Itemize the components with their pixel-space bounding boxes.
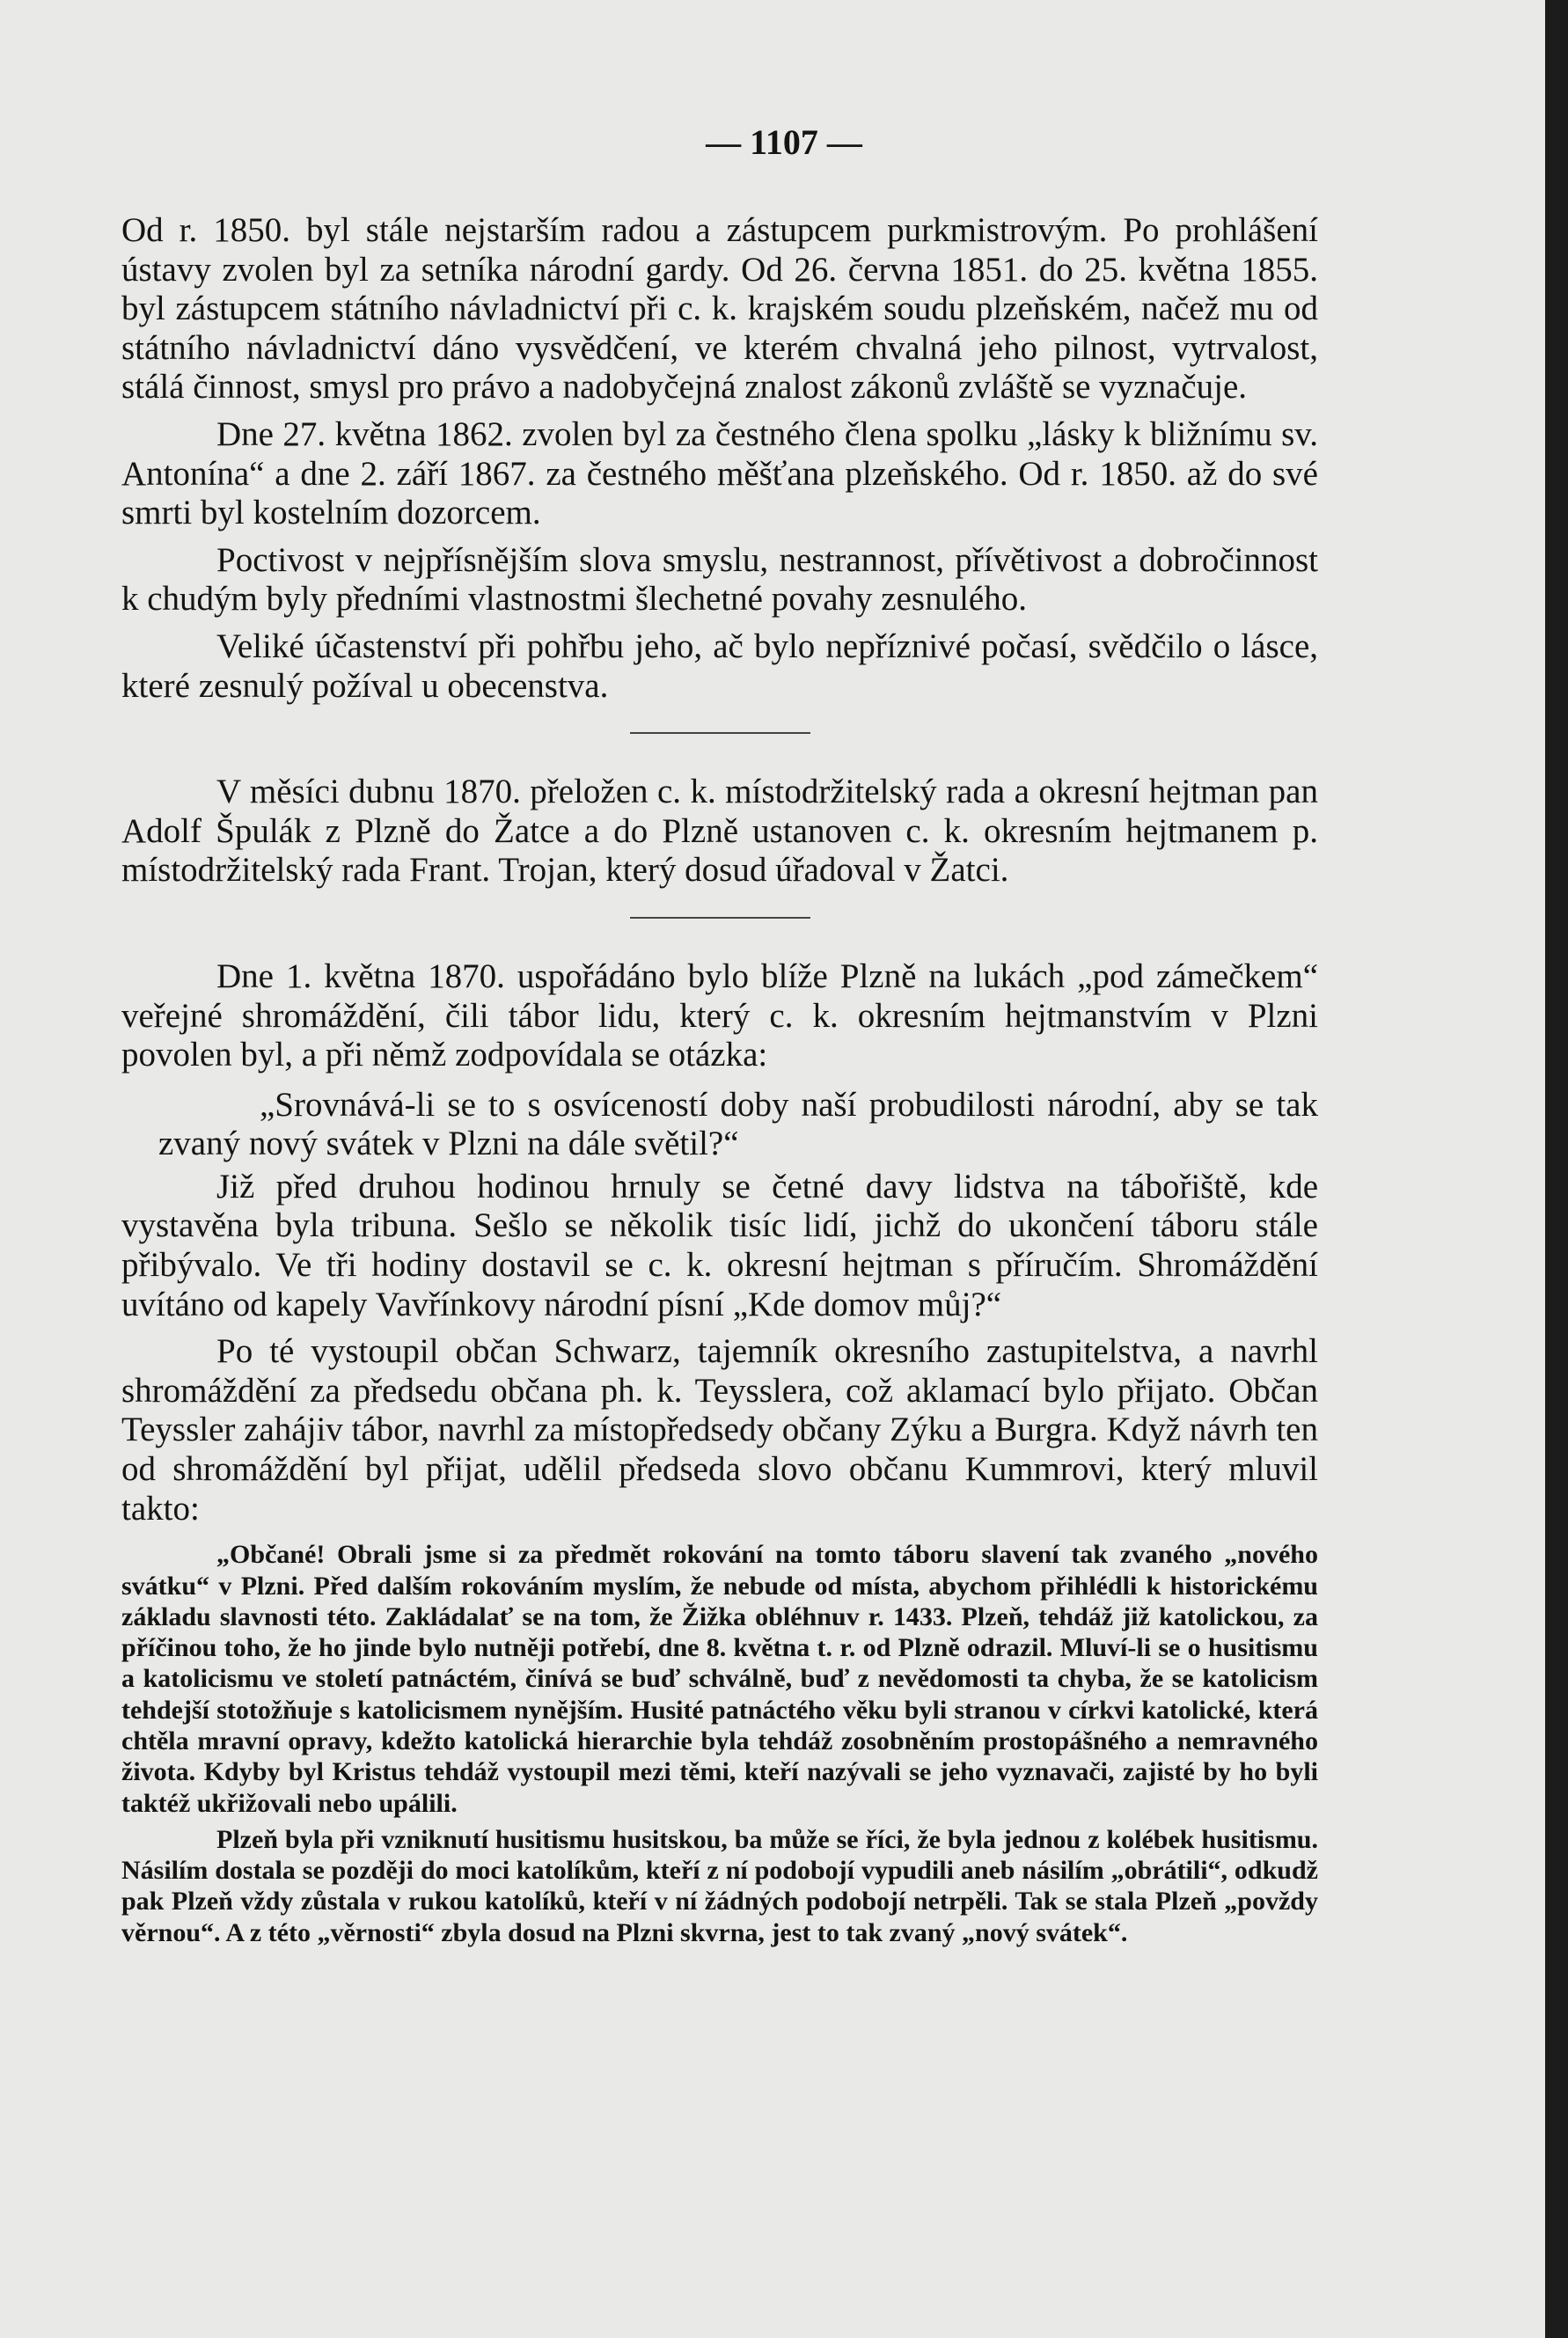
assembly-paragraph-2: Již před druhou hodinou hrnuly se četné davy lidstva na tábořiště, kde vystavěna byla tribuna. Sešlo se několik tisíc lidí, jichž do ukončení táboru stále přibývalo. Ve tři hodiny dostavil se c. k. okresní hejtman s příručím. Shromáždění uvítáno od kapely Vavřínkovy národní písní „Kde domov můj?“ bbox=[121, 1167, 1318, 1323]
obituary-paragraph-4: Veliké účastenství při pohřbu jeho, ač bylo nepříznivé počasí, svědčilo o lásce, které zesnulý požíval u obecenstva. bbox=[121, 627, 1318, 705]
scan-edge bbox=[1545, 0, 1568, 2338]
assembly-paragraph-3: Po té vystoupil občan Schwarz, tajemník okresního zastupitelstva, a navrhl shromáždění za předsedu občana ph. k. Teysslera, což aklamací bylo přijato. Občan Teyssler zahájiv tábor, navrhl za místopředsedy občany Zýku a Burgra. Když návrh ten od shromáždění byl přijat, udělil předseda slovo občanu Kummrovi, který mluvil takto: bbox=[121, 1332, 1318, 1528]
speech-block bbox=[121, 1539, 1318, 1948]
section-divider bbox=[630, 917, 810, 919]
assembly-paragraph-1: Dne 1. května 1870. uspořádáno bylo blíže Plzně na lukách „pod zámečkem“ veřejné shromáždění, čili tábor lidu, který c. k. okresním hejtmanstvím v Plzni povolen byl, a při němž zodpovídala se otázka: bbox=[121, 956, 1318, 1074]
obituary-paragraph-2: Dne 27. května 1862. zvolen byl za čestného člena spolku „lásky k bližnímu sv. Antonína“ a dne 2. září 1867. za čestného měšťana plzeňského. Od r. 1850. až do své smrti byl kostelním dozorcem. bbox=[121, 414, 1318, 532]
assembly-question-quote: „Srovnává-li se to s osvíceností doby naší probudilosti národní, aby se tak zvaný nový svátek v Plzni na dále světil?“ bbox=[158, 1085, 1318, 1163]
obituary-section bbox=[121, 211, 1318, 706]
speech-paragraph-1: „Občané! Obrali jsme si za předmět rokování na tomto táboru slavení tak zvaného „nového svátku“ v Plzni. Před dalším rokováním myslím, že nebude od místa, abychom přihlédli k historickému základu slavnosti této. Zakládalať se na tom, že Žižka obléhnuv r. 1433. Plzeň, tehdáž již katolickou, za příčinou toho, že ho jinde bylo nutněji potřebí, dne 8. května t. r. od Plzně odrazil. Mluví-li se o husitismu a katolicismu ve století patnáctém, činívá se buď schválně, buď z nevědomosti ta chyba, že se katolicism tehdejší stotožňuje s katolicismem nynějším. Husité patnáctého věku byli stranou v církvi katolické, která chtěla mravní opravy, kdežto katolická hierarchie byla tehdáž zosobněním prostopášného a nemravného života. Kdyby byl Kristus tehdáž vystoupil mezi těmi, kteří nazývali se jeho vyznavači, zajisté by ho byli taktéž ukřižovali nebo upálili. bbox=[121, 1540, 1318, 1818]
appointment-paragraph: V měsíci dubnu 1870. přeložen c. k. místodržitelský rada a okresní hejtman pan Adolf Špulák z Plzně do Žatce a do Plzně ustanoven c. k. okresním hejtmanem p. místodržitelský rada Frant. Trojan, který dosud úřadoval v Žatci. bbox=[121, 773, 1318, 890]
appointment-section bbox=[121, 773, 1318, 890]
page-number: — 1107 — bbox=[706, 122, 862, 162]
assembly-section bbox=[121, 957, 1318, 1948]
obituary-paragraph-1: Od r. 1850. byl stále nejstarším radou a zástupcem purkmistrovým. Po prohlášení ústavy zvolen byl za setníka národní gardy. Od 26. června 1851. do 25. května 1855. byl zástupcem státního návladnictví při c. k. krajském soudu plzeňském, načež mu od státního návladnictví dáno vysvědčení, ve kterém chvalná jeho pilnost, vytrvalost, stálá činnost, smysl pro právo a nadobyčejná znalost zákonů zvláště se vyznačuje. bbox=[121, 211, 1318, 407]
speech-paragraph-2: Plzeň byla při vzniknutí husitismu husitskou, ba může se říci, že byla jednou z kolébek husitismu. Násilím dostala se později do moci katolíkům, kteří z ní podobojí vypudili aneb násilím „obrátili“, odkudž pak Plzeň vždy zůstala v rukou katolíků, kteří v ní žádných podobojí netrpěli. Tak se stala Plzeň „povždy věrnou“. A z této „věrnosti“ zbyla dosud na Plzni skvrna, jest to tak zvaný „nový svátek“. bbox=[121, 1824, 1318, 1947]
page-body bbox=[121, 211, 1318, 1948]
obituary-paragraph-3: Poctivost v nejpřísnějším slova smyslu, nestrannost, přívětivost a dobročinnost k chudým byly předními vlastnostmi šlechetné povahy zesnulého. bbox=[121, 540, 1318, 619]
section-divider bbox=[630, 732, 810, 734]
